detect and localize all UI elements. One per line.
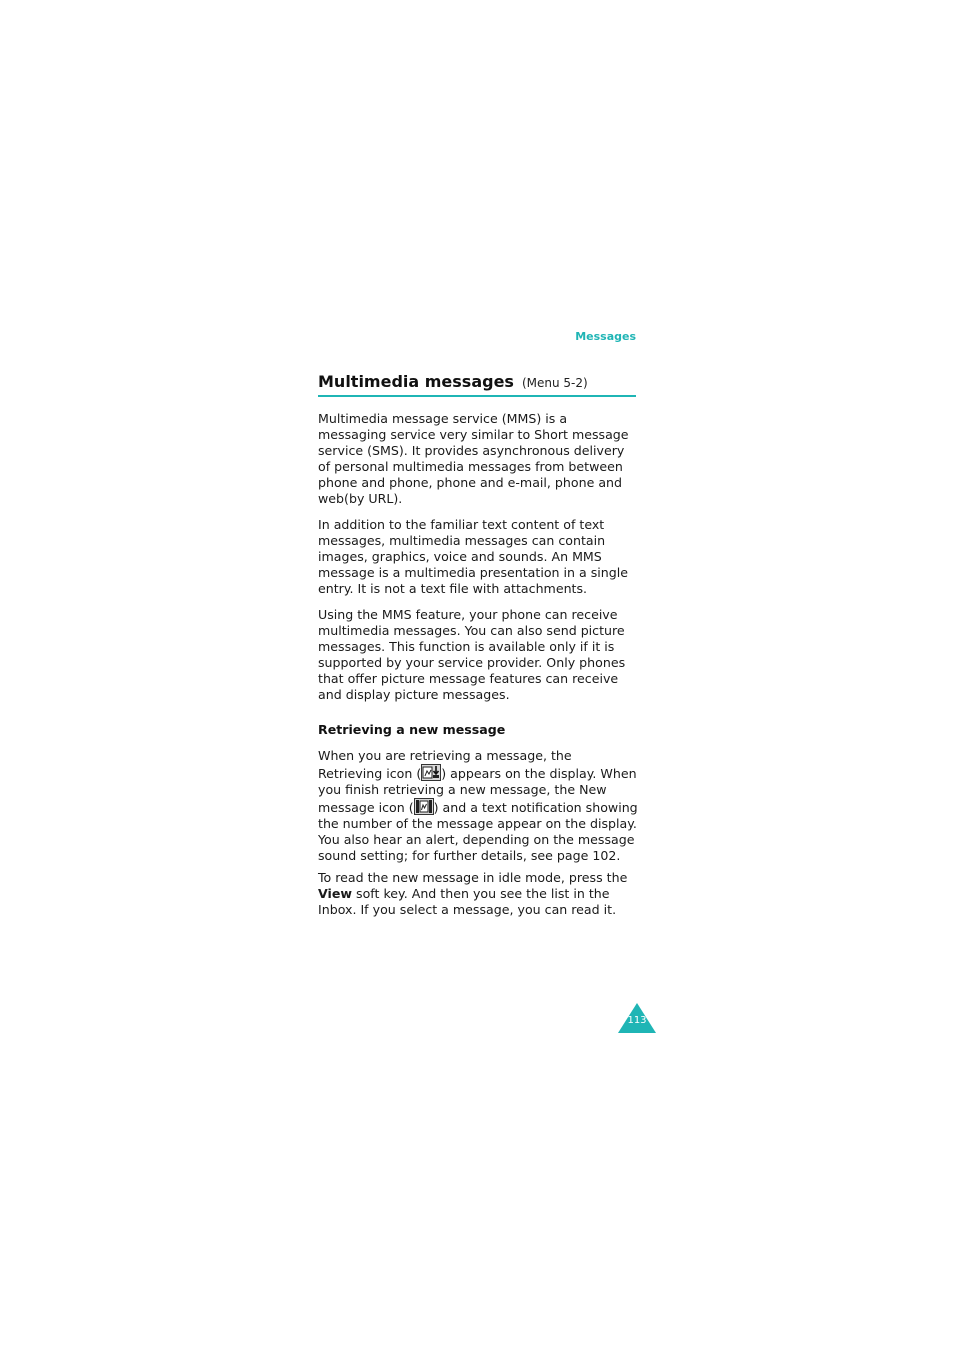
menu-reference: (Menu 5-2)	[521, 376, 588, 390]
read-text-b: soft key. And then you see the list in the Inbox. If you select a message, you can read it.	[318, 886, 617, 917]
paragraph-retrieving	[318, 748, 638, 864]
page-title-text: Multimedia messages	[318, 372, 514, 391]
retrieving-text-c: ) and a text notification showing the number of the message appear on the display. You also hear an alert, depending on the message sound setting; for further details, see page 102.	[318, 800, 638, 863]
retrieving-text-a: When you are retrieving a message, the Retrieving icon (	[318, 748, 572, 781]
paragraph-mms-content: In addition to the familiar text content of text messages, multimedia messages can contain images, graphics, voice and sounds. An MMS message is a multimedia presentation in a single entry. It is not a text file with attachments.	[318, 517, 629, 596]
mms-retrieving-icon	[421, 764, 441, 781]
paragraph-read-message	[318, 870, 638, 918]
page-title	[318, 372, 636, 397]
view-softkey-label: View	[318, 886, 353, 901]
retrieving-text-b: ) appears on the display. When you finish retrieving a new message, the New message icon (	[318, 766, 637, 815]
read-text-a: To read the new message in idle mode, press the	[318, 870, 628, 885]
page-number: 113	[627, 1015, 647, 1026]
subheading-retrieving: Retrieving a new message	[318, 722, 506, 737]
paragraph-mms-intro: Multimedia message service (MMS) is a messaging service very similar to Short message service (SMS). It provides asynchronous delivery of personal multimedia messages from between phone and phone, phone and e-mail, phone and web(by URL).	[318, 411, 629, 506]
paragraph-mms-feature: Using the MMS feature, your phone can receive multimedia messages. You can also send picture messages. This function is available only if it is supported by your service provider. Only phones that offer picture message features can receive and display picture messages.	[318, 607, 626, 702]
section-label: Messages	[575, 330, 636, 343]
mms-new-message-icon	[414, 798, 434, 815]
